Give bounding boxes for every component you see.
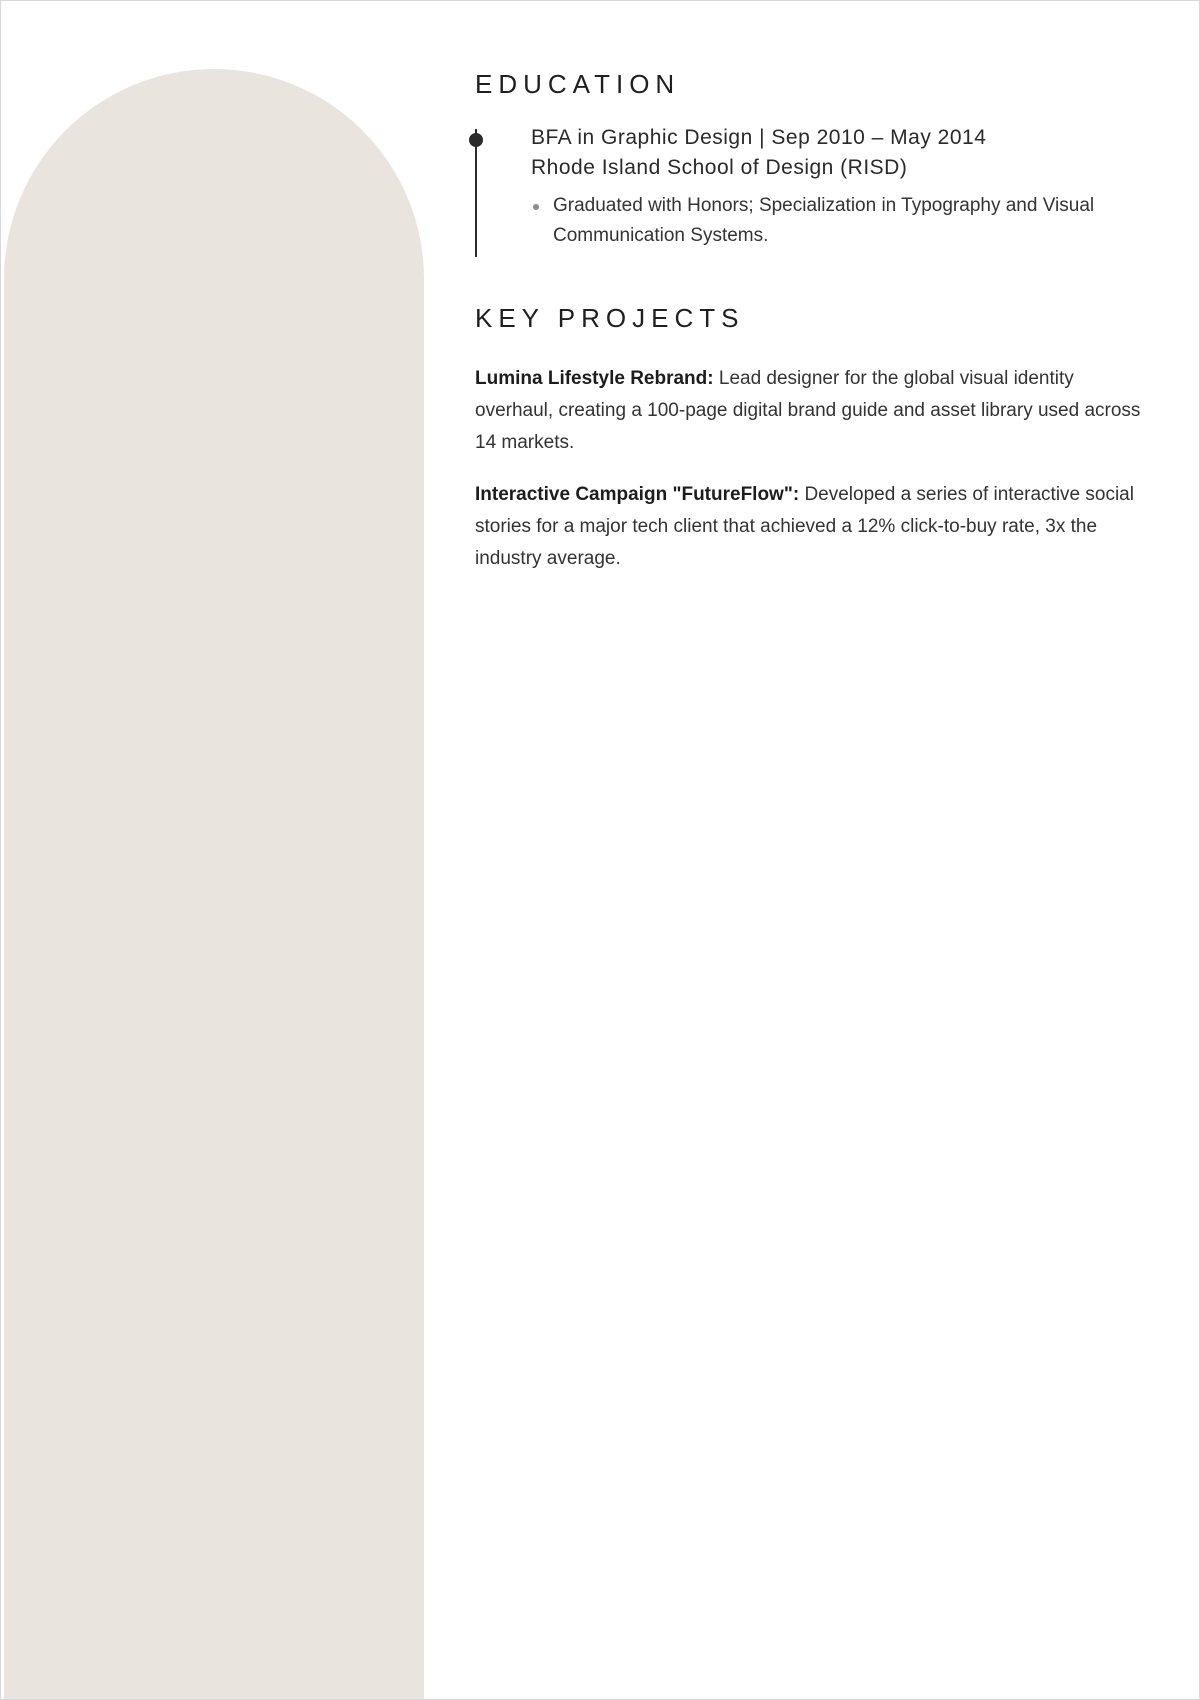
key-projects-heading: KEY PROJECTS <box>475 303 745 333</box>
key-projects-section <box>475 301 1143 575</box>
sidebar-arch-shape <box>4 69 424 1700</box>
education-entry <box>475 123 1143 251</box>
timeline-dot-icon <box>469 133 483 147</box>
project-description: Developed a series of interactive social stories for a major tech client that achieved a 12% click-to-buy rate, 3x the industry average. <box>475 484 1134 569</box>
timeline-line <box>475 129 477 257</box>
school-name: Rhode Island School of Design (RISD) <box>531 156 908 179</box>
degree-title: BFA in Graphic Design | Sep 2010 – May 2014 <box>531 126 987 149</box>
education-section <box>475 67 1143 251</box>
main-content <box>475 67 1143 575</box>
education-bullet-list <box>531 191 1143 251</box>
education-bullet: Graduated with Honors; Specialization in Typography and Visual Communication Systems. <box>553 191 1143 251</box>
project-name: Interactive Campaign "FutureFlow": <box>475 484 805 505</box>
project-item <box>475 479 1143 575</box>
project-name: Lumina Lifestyle Rebrand: <box>475 368 719 389</box>
project-description: Lead designer for the global visual identity overhaul, creating a 100-page digital brand guide and asset library used across 14 markets. <box>475 368 1141 453</box>
education-heading: EDUCATION <box>475 69 681 99</box>
project-item <box>475 363 1143 459</box>
